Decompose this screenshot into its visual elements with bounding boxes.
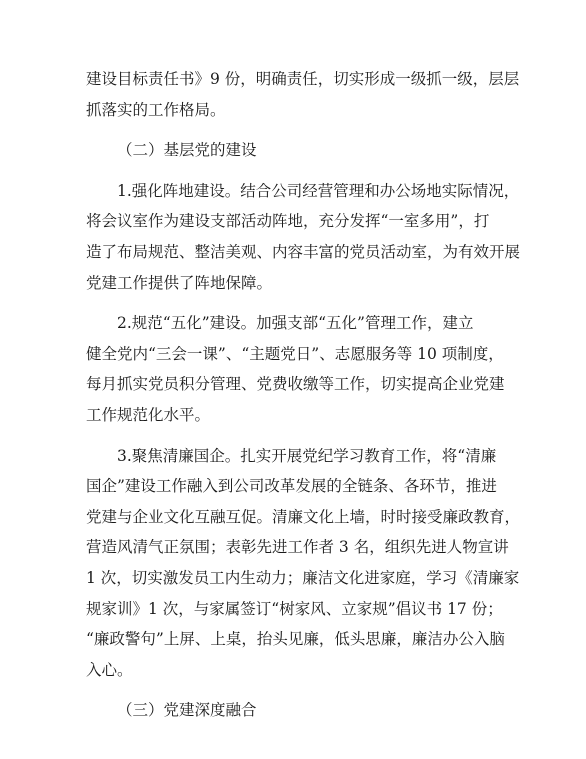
text-line: 规家训》1 次，与家属签订“树家风、立家规”倡议书 17 份； [86, 599, 503, 618]
text-line: 党建工作提供了阵地保障。 [86, 273, 273, 292]
section-heading-2: （二）基层党的建设 [117, 141, 257, 160]
paragraph-3 [86, 441, 521, 686]
text-line: 入心。 [86, 660, 133, 679]
text-line: 抓落实的工作格局。 [86, 100, 226, 119]
text-line: “廉政警句”上屏、上桌，抬头见廉，低头思廉，廉洁办公入脑 [86, 630, 505, 649]
text-line: 党建与企业文化互融互促。清廉文化上墙，时时接受廉政教育， [86, 507, 521, 526]
text-line: 造了布局规范、整洁美观、内容丰富的党员活动室，为有效开展 [86, 242, 521, 261]
text-line: 工作规范化水平。 [86, 405, 211, 424]
paragraph-1 [86, 176, 521, 298]
text-line: 1 次，切实激发员工内生动力；廉洁文化进家庭，学习《清廉家 [86, 568, 520, 587]
text-line: 建设目标责任书》9 份，明确责任，切实形成一级抓一级，层层 [86, 70, 520, 88]
text-line: 将会议室作为建设支部活动阵地，充分发挥“一室多用”，打 [86, 212, 490, 231]
text-line: 3.聚焦清廉国企。扎实开展党纪学习教育工作，将“清廉 [117, 446, 497, 465]
text-line: 国企”建设工作融入到公司改革发展的全链条、各环节，推进 [86, 477, 497, 496]
paragraph-2 [86, 308, 504, 430]
text-line: 每月抓实党员积分管理、党费收缴等工作，切实提高企业党建 [86, 375, 505, 394]
paragraph-intro [86, 64, 520, 125]
text-line: 健全党内“三会一课”、“主题党日”、志愿服务等 10 项制度， [86, 344, 504, 363]
section-heading-3: （三）党建深度融合 [117, 701, 257, 720]
text-line: 1.强化阵地建设。结合公司经营管理和办公场地实际情况， [117, 181, 520, 200]
document-page [86, 64, 521, 726]
text-line: 2.规范“五化”建设。加强支部“五化”管理工作，建立 [117, 314, 474, 333]
text-line: 营造风清气正氛围；表彰先进工作者 3 名，组织先进人物宣讲 [86, 538, 509, 557]
